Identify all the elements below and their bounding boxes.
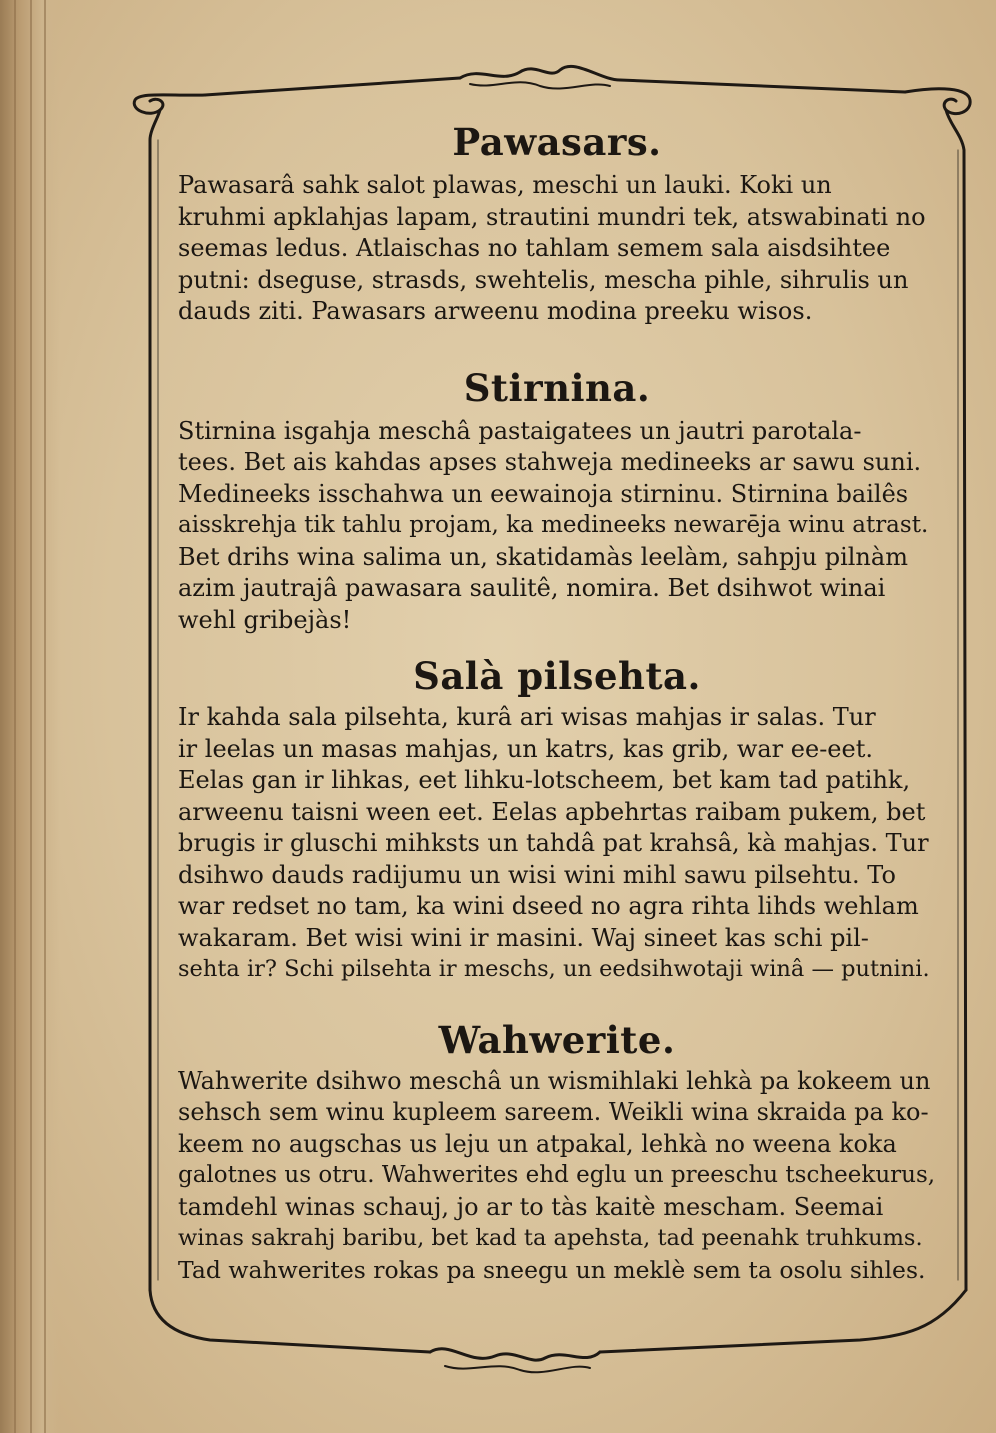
text-line: winas sakrahj baribu, bet kad ta apehsta, tad peenahk truhkums.: [178, 1225, 923, 1251]
text-line: Eelas gan ir lihkas, eet lihku-lotscheem, bet kam tad patihk,: [178, 766, 911, 794]
text-line: arweenu taisni ween eet. Eelas apbehrtas raibam pukem, bet: [178, 797, 926, 826]
text-line: Bet drihs wina salima un, skatidamàs leelàm, sahpju pilnàm: [178, 542, 908, 571]
text-line: seemas ledus. Atlaischas no tahlam semem sala aisdsihtee: [178, 234, 891, 262]
section-title-wahwerite: Wahwerite.: [438, 1017, 676, 1062]
text-line: wehl gribejàs!: [178, 605, 352, 634]
text-line: wakaram. Bet wisi wini ir masini. Waj sineet kas schi pil-: [178, 923, 869, 952]
text-line: Pawasarâ sahk salot plawas, meschi un lauki. Koki un: [178, 171, 832, 199]
text-line: war redset no tam, ka wini dseed no agra rihta lihds wehlam: [178, 892, 919, 920]
text-line: dsihwo dauds radijumu un wisi wini mihl sawu pilsehtu. To: [178, 860, 896, 889]
text-line: keem no augschas us leju un atpakal, lehkà no weena koka: [178, 1129, 897, 1158]
text-line: sehsch sem winu kupleem sareem. Weikli wina skraida pa ko-: [178, 1098, 929, 1126]
text-line: Ir kahda sala pilsehta, kurâ ari wisas mahjas ir salas. Tur: [178, 703, 876, 731]
text-line: ir leelas un masas mahjas, un katrs, kas grib, war ee-eet.: [178, 734, 873, 763]
text-line: Wahwerite dsihwo meschâ un wismihlaki lehkà pa kokeem un: [178, 1066, 931, 1095]
text-line: Tad wahwerites rokas pa sneegu un meklè sem ta osolu sihles.: [178, 1255, 926, 1284]
text-line: galotnes us otru. Wahwerites ehd eglu un preeschu tscheekurus,: [178, 1162, 936, 1188]
text-line: aisskrehja tik tahlu projam, ka medineeks newarēja winu atrast.: [178, 512, 929, 538]
text-line: Medineeks isschahwa un eewainoja stirninu. Stirnina bailês: [178, 479, 909, 508]
text-line: sehta ir? Schi pilsehta ir meschs, un eedsihwotaji winâ — putnini.: [178, 956, 930, 982]
text-line: brugis ir gluschi mihksts un tahdâ pat krahsâ, kà mahjas. Tur: [178, 829, 929, 857]
section-title-stirnina: Stirnina.: [463, 365, 651, 410]
text-line: azim jautrajâ pawasara saulitê, nomira. Bet dsihwot winai: [178, 574, 886, 602]
section-title-sala-pilsehta: Salà pilsehta.: [413, 654, 701, 698]
section-paragraph-pawasars: [178, 170, 936, 328]
text-line: tees. Bet ais kahdas apses stahweja medineeks ar sawu suni.: [178, 448, 922, 476]
text-content: [178, 120, 936, 1286]
section-paragraph-stirnina: [178, 416, 936, 637]
text-line: Stirnina isgahja meschâ pastaigatees un jautri parotala-: [178, 416, 862, 445]
text-line: dauds ziti. Pawasars arweenu modina preeku wisos.: [178, 297, 813, 325]
text-line: kruhmi apklahjas lapam, strautini mundri tek, atswabinati no: [178, 202, 926, 231]
section-paragraph-sala-pilsehta: [178, 702, 936, 986]
text-line: putni: dseguse, strasds, swehtelis, mescha pihle, sihrulis un: [178, 265, 909, 294]
text-line: tamdehl winas schauj, jo ar to tàs kaitè mescham. Seemai: [178, 1192, 884, 1221]
section-title-pawasars: Pawasars.: [452, 120, 662, 164]
section-paragraph-wahwerite: [178, 1066, 936, 1287]
